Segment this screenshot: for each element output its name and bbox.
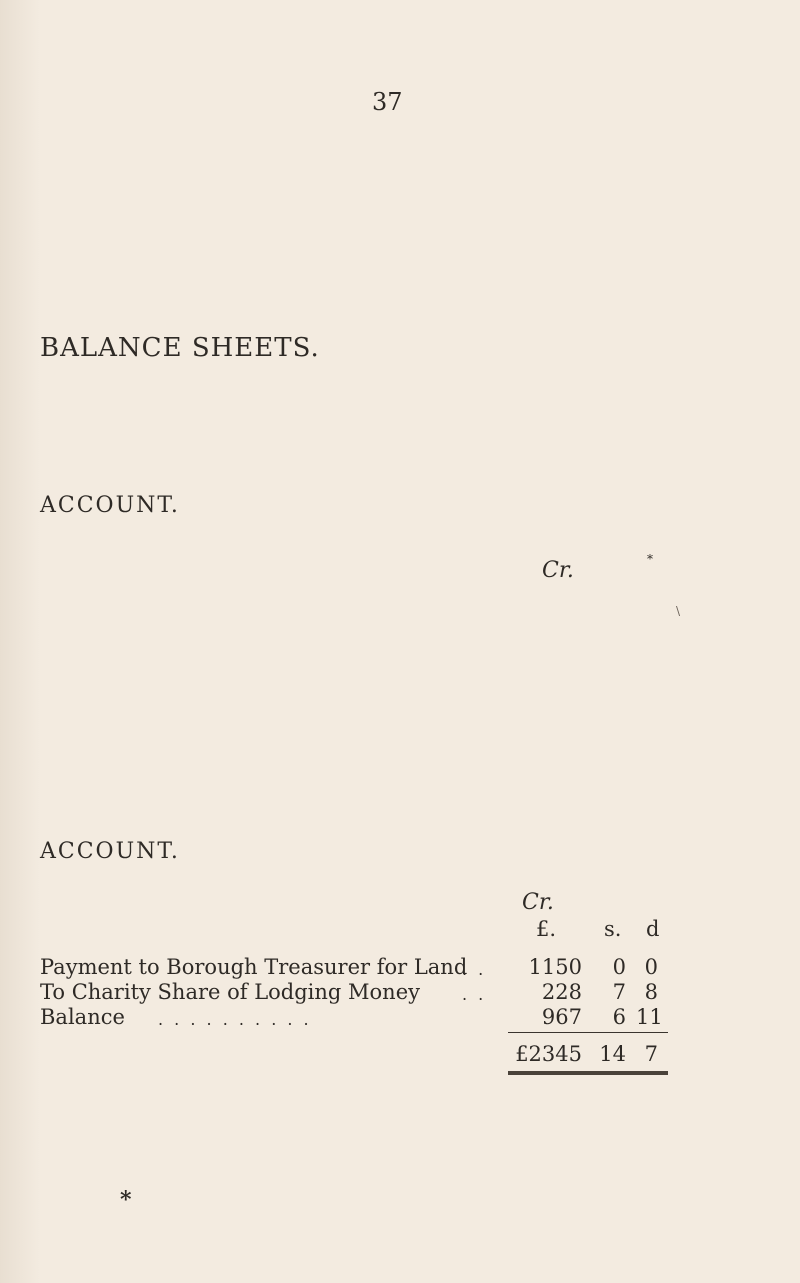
column-header-pounds: £. [536,917,557,941]
column-header-shillings: s. [604,917,622,941]
column-header-pence: d [646,917,660,941]
ledger-row-leader: . . . . . . . . . . [158,1010,312,1029]
stray-tick: \ [676,604,681,618]
ledger-row-shillings: 7 [612,980,626,1004]
ledger-row-pence: 8 [644,980,658,1004]
credit-label-1: Cr. [542,558,574,583]
stray-mark: * [647,552,653,566]
footer-asterisk: * [120,1187,132,1213]
total-pence: 7 [644,1042,658,1066]
ledger-row-shillings: 6 [612,1005,626,1029]
subtotal-rule [508,1032,668,1033]
ledger-row-leader: . . [462,985,487,1004]
ledger-row-shillings: 0 [612,955,626,979]
ledger-row-pence: 0 [644,955,658,979]
ledger-row-pounds: 967 [541,1005,582,1029]
account-heading-1: ACCOUNT. [40,493,180,518]
account-heading-2: ACCOUNT. [40,839,180,864]
ledger-row-leader: . . [462,960,487,979]
ledger-row-pence: 11 [636,1005,663,1029]
ledger-row-label: To Charity Share of Lodging Money [40,980,420,1004]
credit-label-2: Cr. [522,890,554,915]
ledger-row-label: Balance [40,1005,125,1029]
ledger-row-label: Payment to Borough Treasurer for Land [40,955,468,979]
page-number: 37 [372,88,403,116]
page-title: BALANCE SHEETS. [40,333,320,363]
total-pounds: £2345 [515,1042,582,1066]
ledger-row-pounds: 228 [541,980,582,1004]
ledger-row-pounds: 1150 [528,955,582,979]
total-rule [508,1071,668,1075]
total-shillings: 14 [599,1042,626,1066]
